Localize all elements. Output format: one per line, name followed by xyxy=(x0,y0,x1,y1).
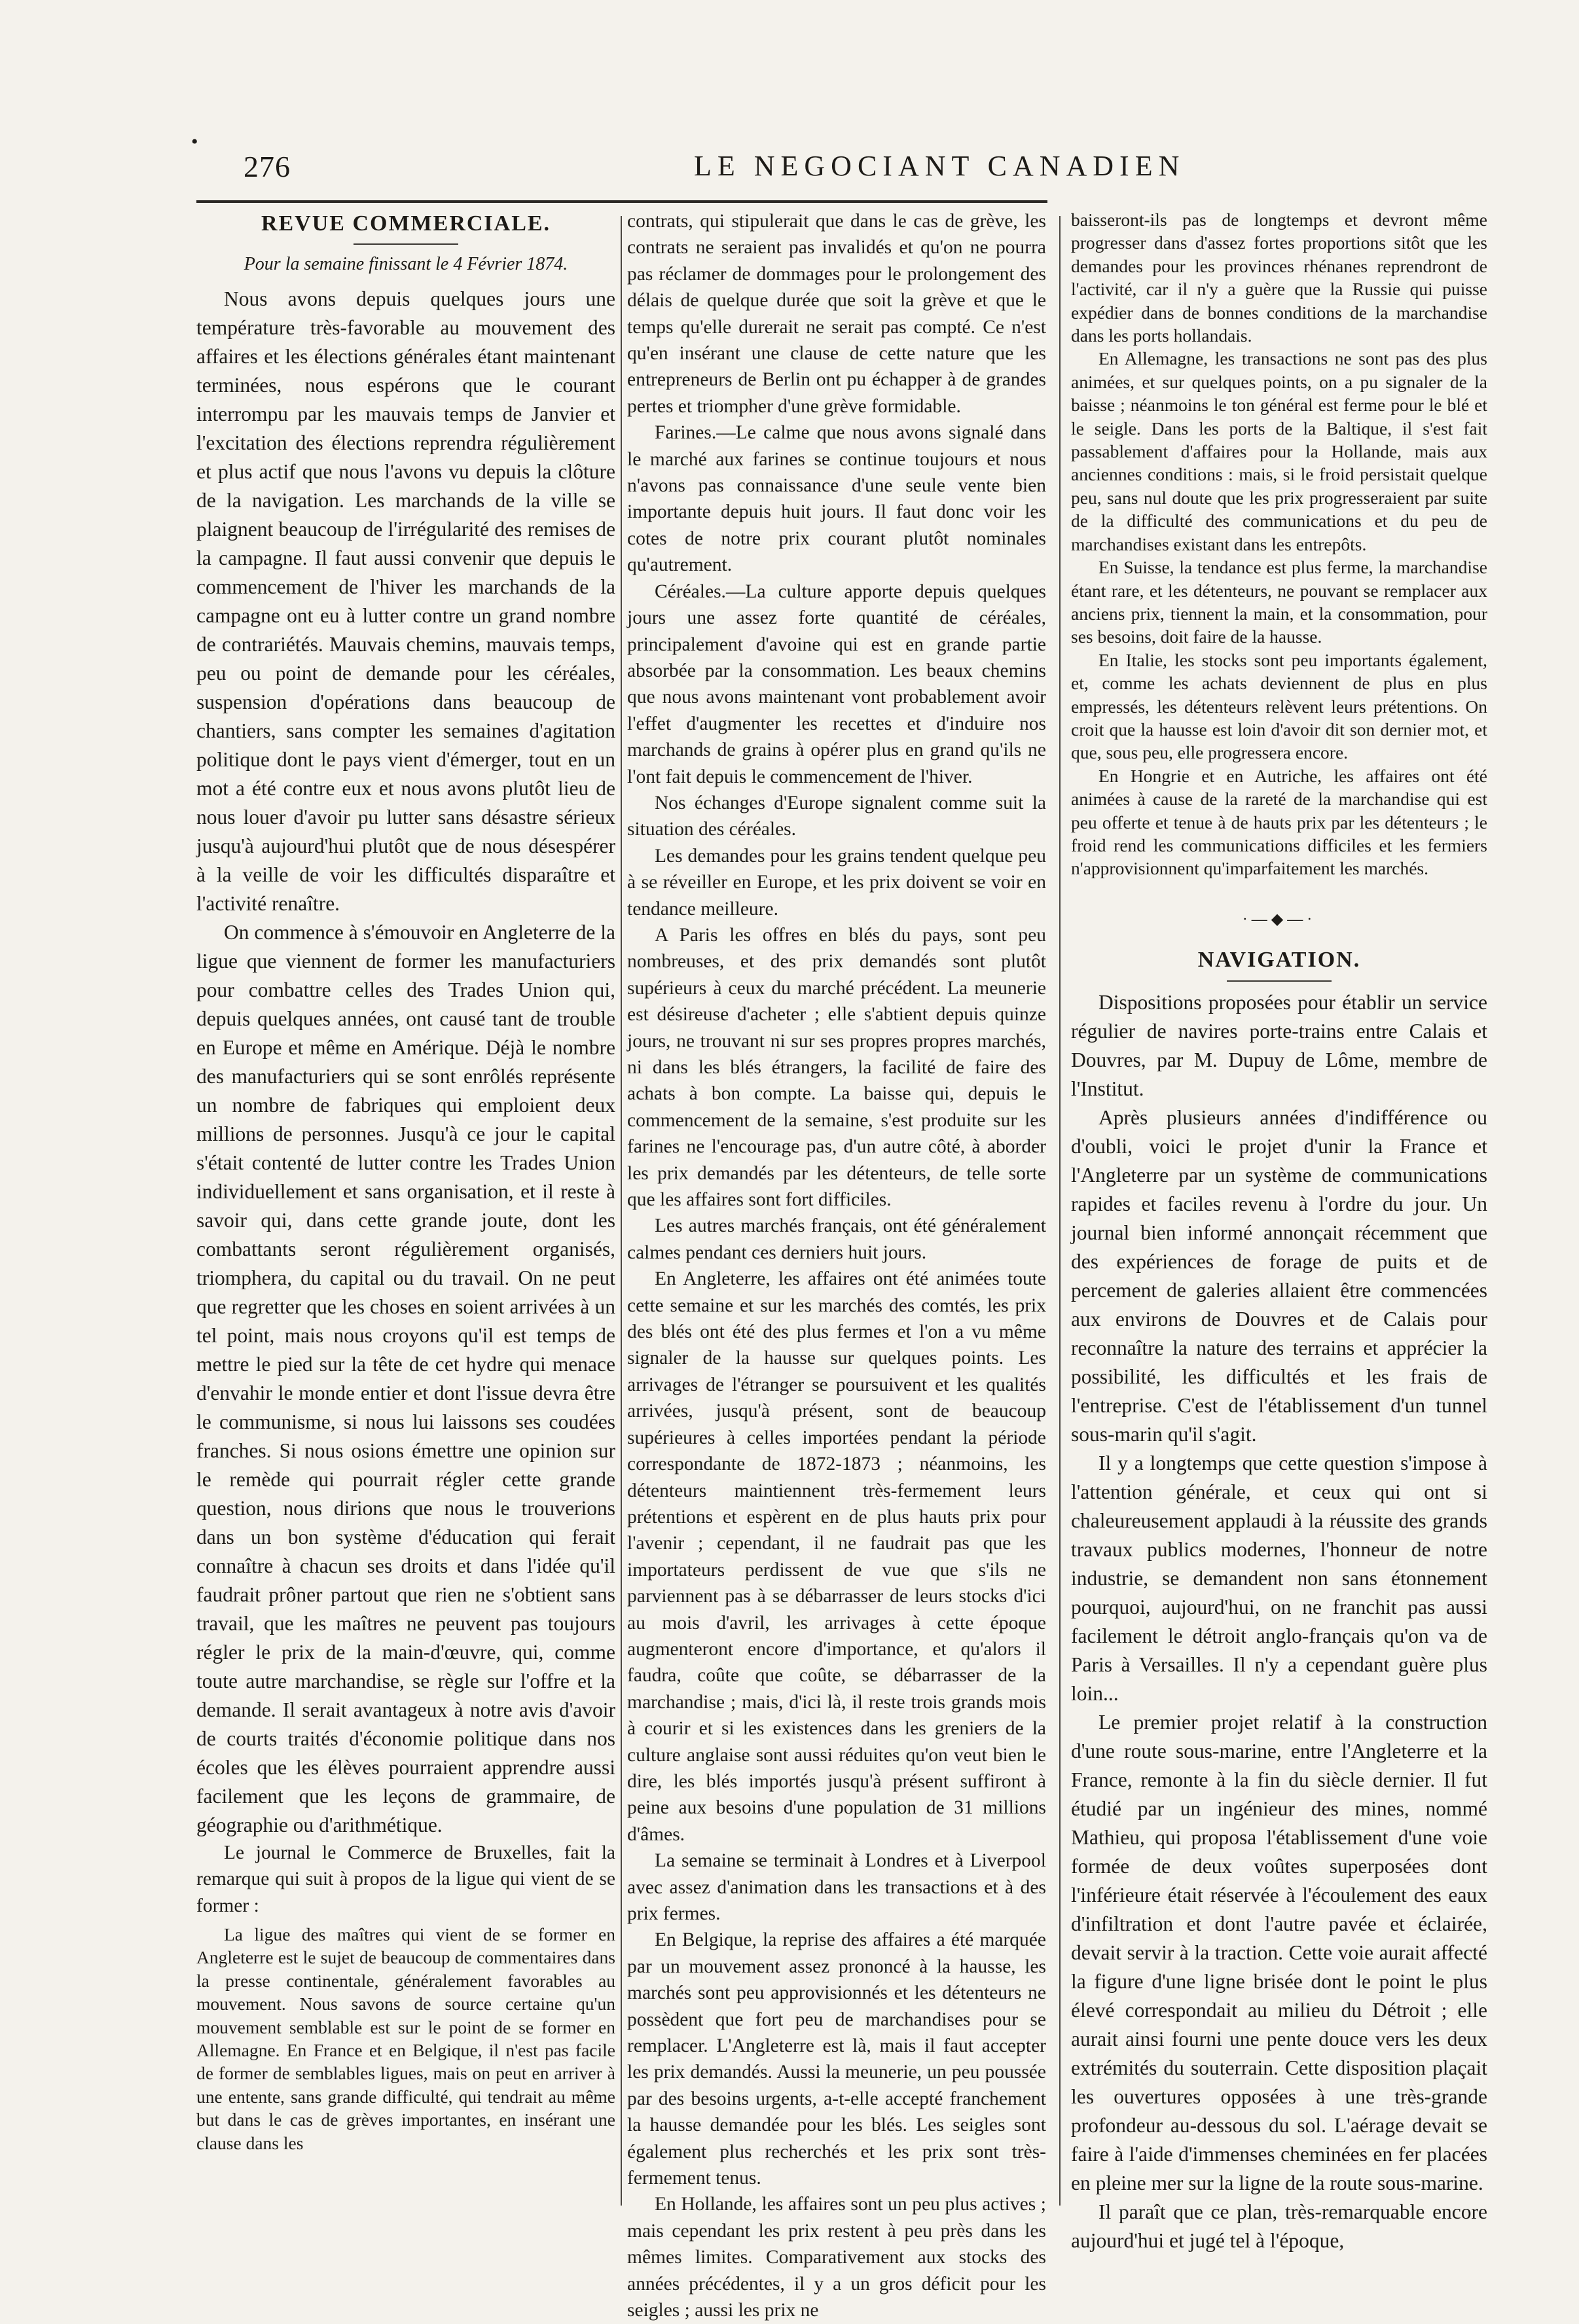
dateline: Pour la semaine finissant le 4 Février 1874. xyxy=(244,254,568,275)
paragraph: Après plusieurs années d'indifférence ou d'oubli, voici le projet d'unir la France et l'Angleterre par un système de communications rapides et faciles revenu à l'ordre du jour. Un journal bien informé annonçait récemment que des expériences de forage de puits et de percement de galeries allaient être commencées aux environs de Douvres et de Calais pour reconnaître la nature des terrains et apprécier la possibilité, les difficultés et les frais de l'entreprise. C'est de l'établissement d'un tunnel sous-marin qu'il s'agit. xyxy=(1071,1105,1487,1446)
paragraph: Dispositions proposées pour établir un service régulier de navires porte-trains entre Calais et Douvres, par M. Dupuy de Lôme, membre de l'Institut. xyxy=(1071,990,1487,1100)
ornament-divider: ·—◆—· xyxy=(1242,910,1316,928)
column-divider xyxy=(1059,216,1061,2206)
paragraph: En Angleterre, les affaires ont été animées toute cette semaine et sur les marchés des comtés, les prix des blés ont été des plus fermes et l'on a vu même signaler de la hausse sur quelques points. Les arrivages de l'étranger se poursuivent et les qualités arrivées, jusqu'à présent, sont de beaucoup supérieures à celles importées pendant la période correspondante de 1872-1873 ; néanmoins, les détenteurs maintiennent très-fermement leurs prétentions et espèrent en de plus hauts prix pour l'avenir ; cependant, il ne faudrait pas que les importateurs perdissent de vue que s'ils ne parviennent pas à se débarrasser de leurs stocks d'ici au mois d'avril, les arrivages à cette époque augmenteront encore d'importance, et qu'alors il faudra, coûte que coûte, se débarrasser de la marchandise ; mais, d'ici là, il reste trois grands mois à courir et si les existences dans les greniers de la culture anglaise sont aussi réduites qu'on veut bien le dire, les blés importés jusqu'à présent suffiront à peine aux besoins d'une population de 31 millions d'âmes. xyxy=(627,1268,1046,1845)
paragraph: Les demandes pour les grains tendent quelque peu à se réveiller en Europe, et les prix doivent se voir en tendance meilleure. xyxy=(627,845,1046,920)
column-3 xyxy=(1071,208,1487,2255)
paragraph: En Hongrie et en Autriche, les affaires ont été animées à cause de la rareté de la marchandise qui est peu offerte et tenue à de hauts prix par les détenteurs ; le froid rend les communications difficiles et les fermiers n'approvisionnent qu'imparfaitement les marchés. xyxy=(1071,765,1487,879)
paragraph: Le premier projet relatif à la construction d'une route sous-marine, entre l'Angleterre et la France, remonte à la fin du siècle dernier. Il fut étudié par un ingénieur des mines, nommé Mathieu, qui proposa l'établissement d'une voie formée de deux voûtes superposées dont l'inférieure était réservée à l'écoulement des eaux d'infiltration et dont l'autre pavée et éclairée, devait servir à la traction. Cette voie aurait affecté la figure d'une ligne brisée dont le point le plus élevé correspondait au milieu du Détroit ; elle aurait ainsi fourni une pente douce vers les deux extrémités du souterrain. Cette disposition plaçait les ouvertures opposées à une très-grande profondeur au-dessous du sol. L'aérage devait se faire à l'aide d'immenses cheminées en fer placées en pleine mer sur la ligne de la route sous-marine. xyxy=(1071,1710,1487,2194)
column-1 xyxy=(196,208,615,2154)
column-2 xyxy=(627,208,1046,2324)
paragraph: On commence à s'émouvoir en Angleterre de la ligue que viennent de former les manufacturiers pour combattre celles des Trades Union qui, depuis quelques années, ont causé tant de trouble en Europe et même en Amérique. Déjà le nombre des manufacturiers qui se sont enrôlés représente un nombre de fabriques qui emploient deux millions de personnes. Jusqu'à ce jour le capital s'était contenté de lutter contre les Trades Union individuellement et sans organisation, et il reste à savoir qui, dans cette grande joute, dont les combattants seront régulièrement organisés, triomphera, du capital ou du travail. On ne peut que regretter que les choses en soient arrivées à un tel point, mais nous croyons qu'il est temps de mettre le pied sur la tête de cet hydre qui menace d'envahir le monde entier et dont l'issue devra être le communisme, si nous lui laissons ses coudées franches. Si nous osions émettre une opinion sur le remède qui pourrait régler cette grande question, nous dirions que nous le trouverions dans un bon système d'éducation qui ferait connaître à chacun ses droits et dans l'idée qu'il faudrait prôner partout que rien ne s'obtient sans travail, que les maîtres ne peuvent pas toujours régler le prix de la main-d'œuvre, qui, comme toute autre marchandise, se règle sur l'offre et la demande. Il serait avantageux à notre avis d'avoir de courts traités d'économie politique dans nos écoles que les élèves pourraient apprendre aussi facilement que les leçons de grammaire, de géographie ou d'arithmétique. xyxy=(196,920,615,1836)
header-rule xyxy=(196,200,1047,203)
page-number: 276 xyxy=(244,150,291,183)
paragraph: Le journal le Commerce de Bruxelles, fait la remarque qui suit à propos de la ligue qui vient de se former : xyxy=(196,1842,615,1916)
paragraph: Il paraît que ce plan, très-remarquable encore aujourd'hui et jugé tel à l'époque, xyxy=(1071,2200,1487,2252)
paragraph: En Allemagne, les transactions ne sont pas des plus animées, et sur quelques points, on a pu signaler de la baisse ; néanmoins le ton général est ferme pour le blé et le seigle. Dans les ports de la Baltique, il s'est fait passablement d'affaires pour la Hollande, mais aux anciennes conditions : mais, si le froid persistait quelque peu, sans nul doute que les prix progresseraient par suite de la difficulté des communications et du peu de marchandises existant dans les entrepôts. xyxy=(1071,348,1487,554)
paragraph: En Hollande, les affaires sont un peu plus actives ; mais cependant les prix restent à peu près dans les mêmes limites. Comparativement aux stocks des années précédentes, il y a un gros déficit pour les seigles ; aussi les prix ne xyxy=(627,2194,1046,2321)
quoted-paragraph: La ligue des maîtres qui vient de se former en Angleterre est le sujet de beaucoup de commentaires dans la presse continentale, généralement favorables au mouvement. Nous savons de source certaine qu'un mouvement semblable est sur le point de se former en Allemagne. En France et en Belgique, il n'est pas facile de former de semblables ligues, mais on peut en arriver à une entente, sans grande difficulté, qui tendrait au même but dans le cas de grèves importantes, en insérant une clause dans les xyxy=(196,1924,615,2153)
paragraph: Nous avons depuis quelques jours une température très-favorable au mouvement des affaires et les élections générales étant maintenant terminées, nous espérons que le courant interrompu par les mauvais temps de Janvier et l'excitation des élections reprendra régulièrement et plus actif que nous l'avons vu depuis la clôture de la navigation. Les marchands de la ville se plaignent beaucoup de l'irrégularité des remises de la campagne. Il faut aussi convenir que depuis le commencement de l'hiver les marchands de la campagne ont eu à lutter contre un grand nombre de contrariétés. Mauvais chemins, mauvais temps, peu ou point de demande pour les céréales, suspension d'opérations dans beaucoup de chantiers, sans compter les semaines d'agitation politique dont le pays vient d'émerger, tout en un mot a été contre eux et nous avons plutôt lieu de nous louer d'avoir pu lutter sans désastre sérieux jusqu'à aujourd'hui plutôt que de nous désespérer à la veille de voir les difficultés disparaître et l'activité renaître. xyxy=(196,287,615,915)
paragraph: contrats, qui stipulerait que dans le cas de grève, les contrats ne seraient pas invalidés et qu'on ne pourra pas réclamer de dommages pour le prolongement des délais de quelque durée que soit la grève et que le temps qu'elle durerait ne serait pas compté. Ce n'est qu'en insérant une clause de cette nature que les entrepreneurs de Berlin ont pu échapper à de grandes pertes et triompher d'une grève formidable. xyxy=(627,211,1046,417)
section-title: REVUE COMMERCIALE. xyxy=(261,211,551,236)
title-rule xyxy=(354,243,458,245)
paragraph-farines: Farines.—Le calme que nous avons signalé dans le marché aux farines se continue toujours et nous n'avons pas connaissance d'une seule vente bien importante depuis huit jours. Il faut donc voir les cotes de notre prix courant plutôt nominales qu'autrement. xyxy=(627,422,1046,576)
paragraph: En Suisse, la tendance est plus ferme, la marchandise étant rare, et les détenteurs, ne pouvant se remplacer aux anciens prix, tiennent la main, et la consommation, pour ses besoins, doit faire de la hausse. xyxy=(1071,557,1487,647)
section-title-navigation: NAVIGATION. xyxy=(1197,948,1361,973)
paragraph-cereales: Céréales.—La culture apporte depuis quelques jours une assez forte quantité de céréales, principalement d'avoine qui est en grande partie absorbée par la consommation. Les beaux chemins que nous avons maintenant vont probablement avoir l'effet d'augmenter les recettes et d'induire nos marchands de grains à opérer plus en grand qu'ils ne l'ont fait depuis le commencement de l'hiver. xyxy=(627,581,1046,787)
paragraph: baisseront-ils pas de longtemps et devront même progresser dans d'assez fortes proportions sitôt que les demandes pour les provinces rhénanes reprendront de l'activité, car il n'y a guère que la Russie qui puisse expédier dans de bonnes conditions de la marchandise dans les ports hollandais. xyxy=(1071,209,1487,346)
title-rule xyxy=(1227,980,1332,982)
paragraph: La semaine se terminait à Londres et à Liverpool avec assez d'animation dans les transactions et à des prix fermes. xyxy=(627,1850,1046,1924)
paragraph: En Belgique, la reprise des affaires a été marquée par un mouvement assez prononcé à la hausse, les marchés sont peu approvisionnés et les détenteurs ne possèdent que fort peu de marchandises pour se remplacer. L'Angleterre est là, mais il faut accepter les prix demandés. Aussi la meunerie, un peu poussée par des besoins urgents, a-t-elle accepté franchement la hausse demandée pour les blés. Les seigles sont également plus recherchés et les prix sont très-fermement tenus. xyxy=(627,1929,1046,2189)
paragraph: Nos échanges d'Europe signalent comme suit la situation des céréales. xyxy=(627,792,1046,840)
paragraph: Les autres marchés français, ont été généralement calmes pendant ces derniers huit jours. xyxy=(627,1215,1046,1263)
paragraph: En Italie, les stocks sont peu importants également, et, comme les achats deviennent de plus en plus empressés, les détenteurs relèvent leurs prétentions. On croit que la hausse est loin d'avoir dit son dernier mot, et que, sous peu, elle progressera encore. xyxy=(1071,649,1487,763)
ink-mark: • xyxy=(191,131,198,152)
paragraph: A Paris les offres en blés du pays, sont peu nombreuses, et des prix demandés sont plutôt supérieurs à ceux du marché précédent. La meunerie est désireuse d'acheter ; elle s'abtient depuis quinze jours, ne trouvant ni sur ses propres propres marchés, ni dans les blés étrangers, la facilité de faire des achats à bon compte. La baisse qui, depuis le commencement de la semaine, s'est produite sur les farines ne l'encourage pas, d'un autre côté, à aborder les prix demandés par les détenteurs, de telle sorte que les affaires sont fort difficiles. xyxy=(627,924,1046,1211)
journal-title: LE NEGOCIANT CANADIEN xyxy=(694,150,1186,182)
paragraph: Il y a longtemps que cette question s'impose à l'attention générale, et ceux qui ont si chaleureusement applaudi à la réussite des grands travaux publics modernes, l'honneur de notre industrie, se demandent non sans étonnement pourquoi, aujourd'hui, on ne franchit pas aussi facilement le détroit anglo-français qu'on va de Paris à Versailles. Il n'y a cependant guère plus loin... xyxy=(1071,1451,1487,1705)
column-divider xyxy=(621,216,622,2206)
